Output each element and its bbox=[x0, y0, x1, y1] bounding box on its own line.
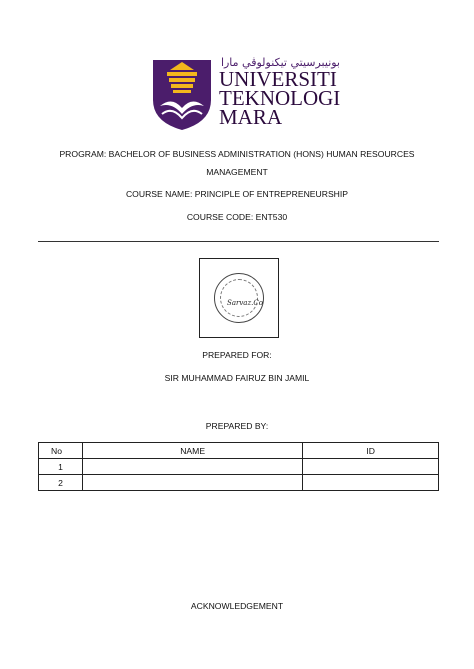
course-code: COURSE CODE: ENT530 bbox=[186, 212, 288, 222]
row-no: 2 bbox=[39, 475, 83, 491]
logo-line-1: UNIVERSITI bbox=[219, 67, 337, 91]
logo-line-3: MARA bbox=[219, 105, 283, 129]
university-logo bbox=[150, 56, 340, 132]
divider-line bbox=[38, 241, 439, 242]
header-id: ID bbox=[303, 443, 439, 459]
arabic-name: ﺑﻮﻧﻴﺒﺮﺳﻴﺘﻲ ﺗﻴﻜﻨﻮﻟﻮﭬﻲ ﻣﺎرا bbox=[220, 56, 340, 69]
stamp-text: Sarvaz.Co bbox=[227, 299, 263, 307]
stamp-box bbox=[199, 258, 279, 338]
table-row bbox=[39, 459, 439, 475]
prepared-by-label: PREPARED BY: bbox=[205, 421, 269, 431]
prepared-for-name: SIR MUHAMMAD FAIRUZ BIN JAMIL bbox=[164, 373, 310, 383]
program-line-2: MANAGEMENT bbox=[206, 167, 268, 177]
row-id-cell[interactable] bbox=[303, 475, 439, 491]
row-id-cell[interactable] bbox=[303, 459, 439, 475]
prepared-for-label: PREPARED FOR: bbox=[202, 350, 272, 360]
table-row bbox=[39, 475, 439, 491]
row-name-cell[interactable] bbox=[82, 459, 302, 475]
stamp-seal-icon bbox=[214, 273, 264, 323]
header-name: NAME bbox=[82, 443, 302, 459]
stamp-inner-ring bbox=[220, 279, 263, 317]
acknowledgement-title: ACKNOWLEDGEMENT bbox=[190, 601, 284, 611]
course-name: COURSE NAME: PRINCIPLE OF ENTREPRENEURSHIP bbox=[125, 189, 349, 199]
members-table bbox=[38, 442, 439, 491]
program-line-1: PROGRAM: BACHELOR OF BUSINESS ADMINISTRATION (HONS) HUMAN RESOURCES bbox=[59, 149, 415, 159]
logo-line-2: TEKNOLOGI bbox=[219, 86, 341, 110]
crest-icon bbox=[150, 56, 214, 132]
row-no: 1 bbox=[39, 459, 83, 475]
row-name-cell[interactable] bbox=[82, 475, 302, 491]
header-no: No bbox=[39, 443, 83, 459]
table-header-row bbox=[39, 443, 439, 459]
